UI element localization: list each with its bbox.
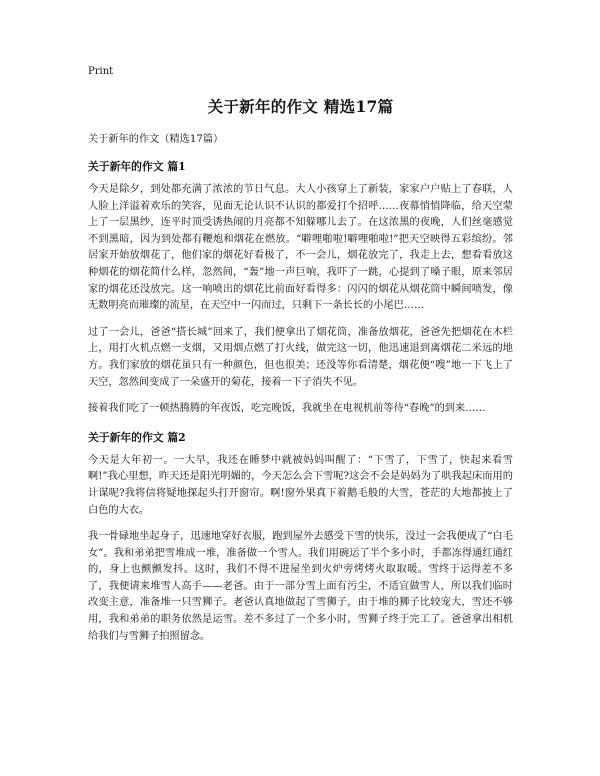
document-page [88, 66, 513, 655]
section-heading: 关于新年的作文 篇2 [88, 430, 186, 444]
section-heading: 关于新年的作文 篇1 [88, 160, 186, 173]
print-label: Print [88, 66, 114, 77]
paragraph: 接着我们吃了一顿热腾腾的年夜饭，吃完晚饭，我就坐在电视机前等待“春晚”的到来…… [88, 403, 486, 415]
document-subtitle: 关于新年的作文（精选17篇） [88, 134, 224, 145]
paragraph: 今天是除夕，到处都充满了浓浓的节日气息。大人小孩穿上了新装，家家户户贴上了春联，人人脸上洋溢着欢乐的笑容，见面无论认识不认识的都爱打个招呼……夜幕悄悄降临，给天空蒙上了一层黑纱，连平时顶受诱热闹的月亮都不知躲哪儿去了。在这浓黑的夜晚，人们丝毫感觉不到黑暗，因为到处都有鞭炮和烟花在燃放。“噼哩啪啦!噼哩啪啦!”把天空映得五彩缤纷。邻居家开始放烟花了，他们家的烟花好看极了，不一会儿，烟花放完了，我走上去，想看看放这种烟花的烟花简什么样，忽然间，“轰”地一声巨响，我吓了一跳，心提到了嗓子眼，原来邻居家的烟花还没放完。这一响喷出的烟花比前面好看得多：闪闪的烟花从烟花筒中瞬间喷发，像无数明亮而璀璨的流星，在天空中一闪而过，只剩下一条长长的小尾巴…… [88, 184, 513, 312]
paragraph: 今天是大年初一。一大早，我还在睡梦中就被妈妈叫醒了：“下雪了，下雪了，快起来看雪啊!”我心里想，昨天还是阳光明媚的，今天怎么会下雪呢?这会不会是妈妈为了哄我起床而用的计谋呢?我将信将疑地探起头打开窗帘。啊!窗外果真下着鹅毛般的大雪，苍茫的大地都披上了白色的大衣。 [88, 454, 513, 516]
section-1 [88, 159, 513, 418]
paragraph: 过了一会儿，爸爸“搭长城”回来了，我们便拿出了烟花筒，准备放烟花，爸爸先把烟花在木栏上，用打火机点燃一支烟，又用烟点燃了打火线，做完这一切，他迅速退到离烟花二米远的地方。我们家放的烟花虽只有一种颜色，但也很美；还没等你看清楚，烟花便“嗖”地一下飞上了天空，忽然间变成了一朵盛开的菊花，接着一下子消失不见。 [88, 326, 513, 388]
paragraph: 我一骨碌地坐起身子，迅速地穿好衣服，跑到屋外去感受下雪的快乐，没过一会我便成了“白毛女”。我和弟弟把雪堆成一堆，准备做一个雪人。我们用碗运了半个多小时，手都冻得通红通红的，身上也颤颤发抖。这时，我们不得不进屋坐到火炉旁烤烤火取取暖。雪终于运得差不多了，我便请来堆雪人高手——老爸。由于一部分雪上面有污尘，不适宜做雪人，所以我们临时改变主意，准备堆一只雪狮子。老爸认真地做起了雪狮子，由于堆的狮子比较宠大，雪还不够用，我和弟弟的职务依然是运雪。差不多过了一个多小时，雪狮子终于完工了。爸爸拿出相机给我们与雪狮子拍照留念。 [88, 531, 513, 642]
section-2 [88, 430, 513, 646]
document-title: 关于新年的作文 精选17篇 [207, 97, 394, 116]
